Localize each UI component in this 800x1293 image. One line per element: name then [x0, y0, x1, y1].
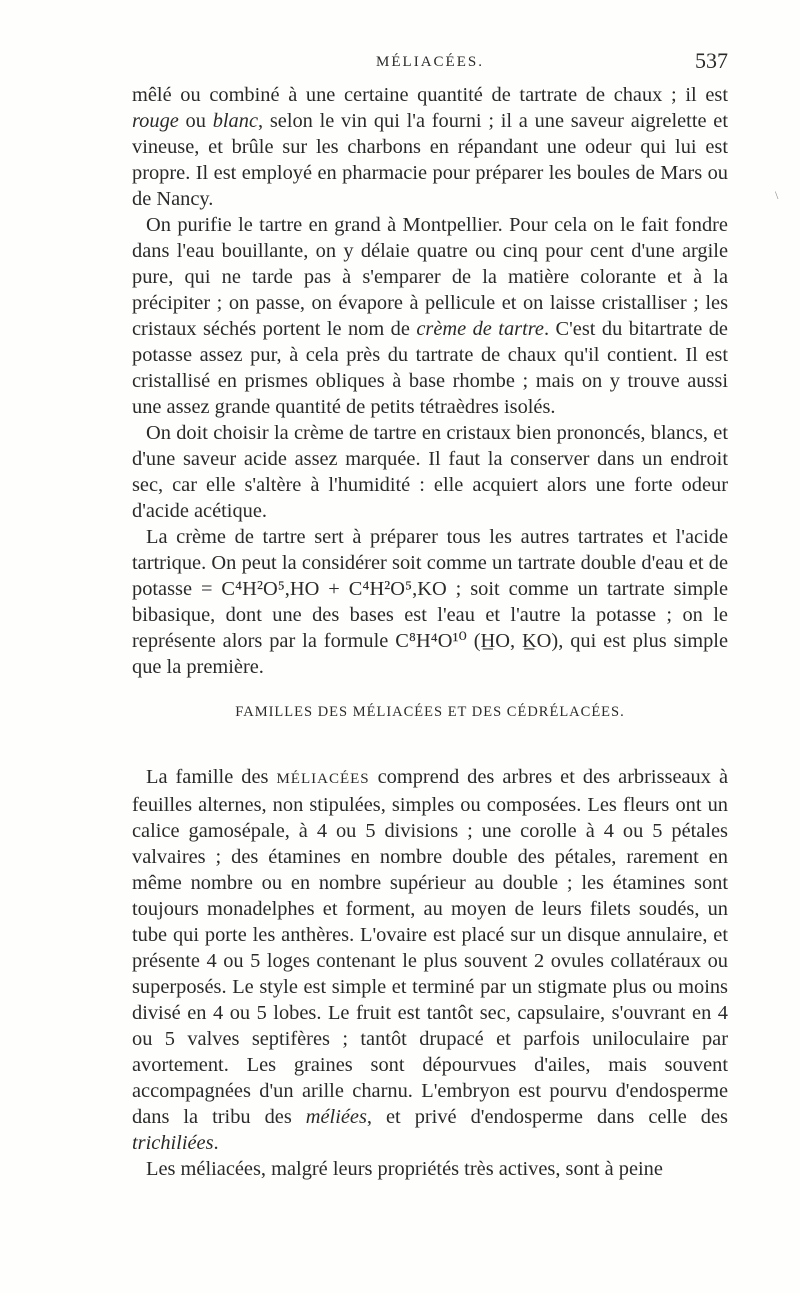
paragraph-tartre-continued	[132, 82, 728, 212]
margin-mark: \	[775, 188, 779, 202]
paragraph-choix-creme: On doit choisir la crème de tartre en cristaux bien prononcés, blancs, et d'une saveur acide assez marquée. Il faut la conserver dans un endroit sec, car elle s'altère à l'humidité : elle acquiert alors une forte odeur d'acide acétique.	[132, 422, 728, 522]
italic-word-rouge: rouge	[132, 110, 179, 132]
italic-word-blanc: blanc	[212, 110, 258, 132]
text-run: , et privé d'endosperme dans celle des	[366, 1106, 728, 1128]
text-run: La famille des	[146, 766, 277, 788]
text-run: , selon le vin qui l'a fourni ; il a une saveur aigrelette et vineuse, et brûle sur les charbons en répandant une odeur qui lui est propre. Il est employé en pharmacie pour préparer les boules de Mars ou de Nancy.	[132, 110, 728, 210]
text-run: On purifie le tartre en grand à Montpellier. Pour cela on le fait fondre dans l'eau bouillante, on y délaie quatre ou cinq pour cent d'une argile pure, qui ne tarde pas à s'emparer de la matière colorante et à la précipiter ; on passe, on évapore à pellicule et on laisse cristalliser ; les cristaux séchés portent le nom de	[132, 214, 728, 340]
text-run: ou	[178, 110, 213, 132]
text-run: .	[213, 1132, 219, 1154]
page-number: 537	[695, 48, 728, 73]
italic-term-meliees: méliées	[305, 1106, 367, 1128]
text-run: comprend des arbres et des arbrisseaux à feuilles alternes, non stipulées, simples ou composées. Les fleurs ont un calice gamosépale, à 4 ou 5 divisions ; une corolle à 4 ou 5 pétales valvaires ; des étamines en nombre double des pétales, rarement en même nombre ou en nombre supérieur au double ; les étamines sont toujours monadelphes et forment, au moyen de leurs filets soudés, un tube qui porte les anthères. L'ovaire est placé sur un disque annulaire, et présente 4 ou 5 loges contenant le plus souvent 2 ovules collatéraux ou superposés. Le style est simple et terminé par un stigmate plus ou moins divisé en 4 ou 5 lobes. Le fruit est tantôt sec, capsulaire, s'ouvrant en 4 ou 5 valves septifères ; tantôt drupacé et parfois uniloculaire par avortement. Les graines sont dépourvues d'ailes, mais souvent accompagnées d'un arille charnu. L'embryon est pourvu d'endosperme dans la tribu des	[132, 766, 728, 1128]
small-caps-term-meliacees: MÉLIACÉES	[276, 771, 370, 787]
text-run: . C'est du bitartrate de potasse assez pur, à cela près du tartrate de chaux qu'il contient. Il est cristallisé en prismes obliques à base rhombe ; mais on y trouve aussi une assez grande quantité de petits tétraèdres isolés.	[132, 318, 728, 418]
italic-term-trichiliees: trichiliées	[132, 1132, 214, 1154]
text-run: mêlé ou combiné à une certaine quantité de tartrate de chaux ; il est	[132, 84, 728, 106]
body-text-lower	[132, 764, 728, 1182]
running-header	[132, 48, 728, 78]
paragraph-famille-meliacees	[132, 764, 728, 1156]
paragraph-purification	[132, 212, 728, 420]
paragraph-proprietes: Les méliacées, malgré leurs propriétés très actives, sont à peine	[146, 1158, 663, 1180]
section-heading: FAMILLES DES MÉLIACÉES ET DES CÉDRÉLACÉES.	[235, 704, 625, 720]
paragraph-formule: La crème de tartre sert à préparer tous les autres tartrates et l'acide tartrique. On peut la considérer soit comme un tartrate double d'eau et de potasse = C⁴H²O⁵,HO + C⁴H²O⁵,KO ; soit comme un tartrate simple bibasique, dont une des bases est l'eau et l'autre la potasse ; on le représente alors par la formule C⁸H⁴O¹⁰ (H̲O, K̲O), qui est plus simple que la première.	[132, 526, 728, 678]
body-text-upper	[132, 82, 728, 680]
italic-term-creme-de-tartre: crème de tartre	[416, 318, 544, 340]
running-title: MÉLIACÉES.	[376, 54, 484, 70]
